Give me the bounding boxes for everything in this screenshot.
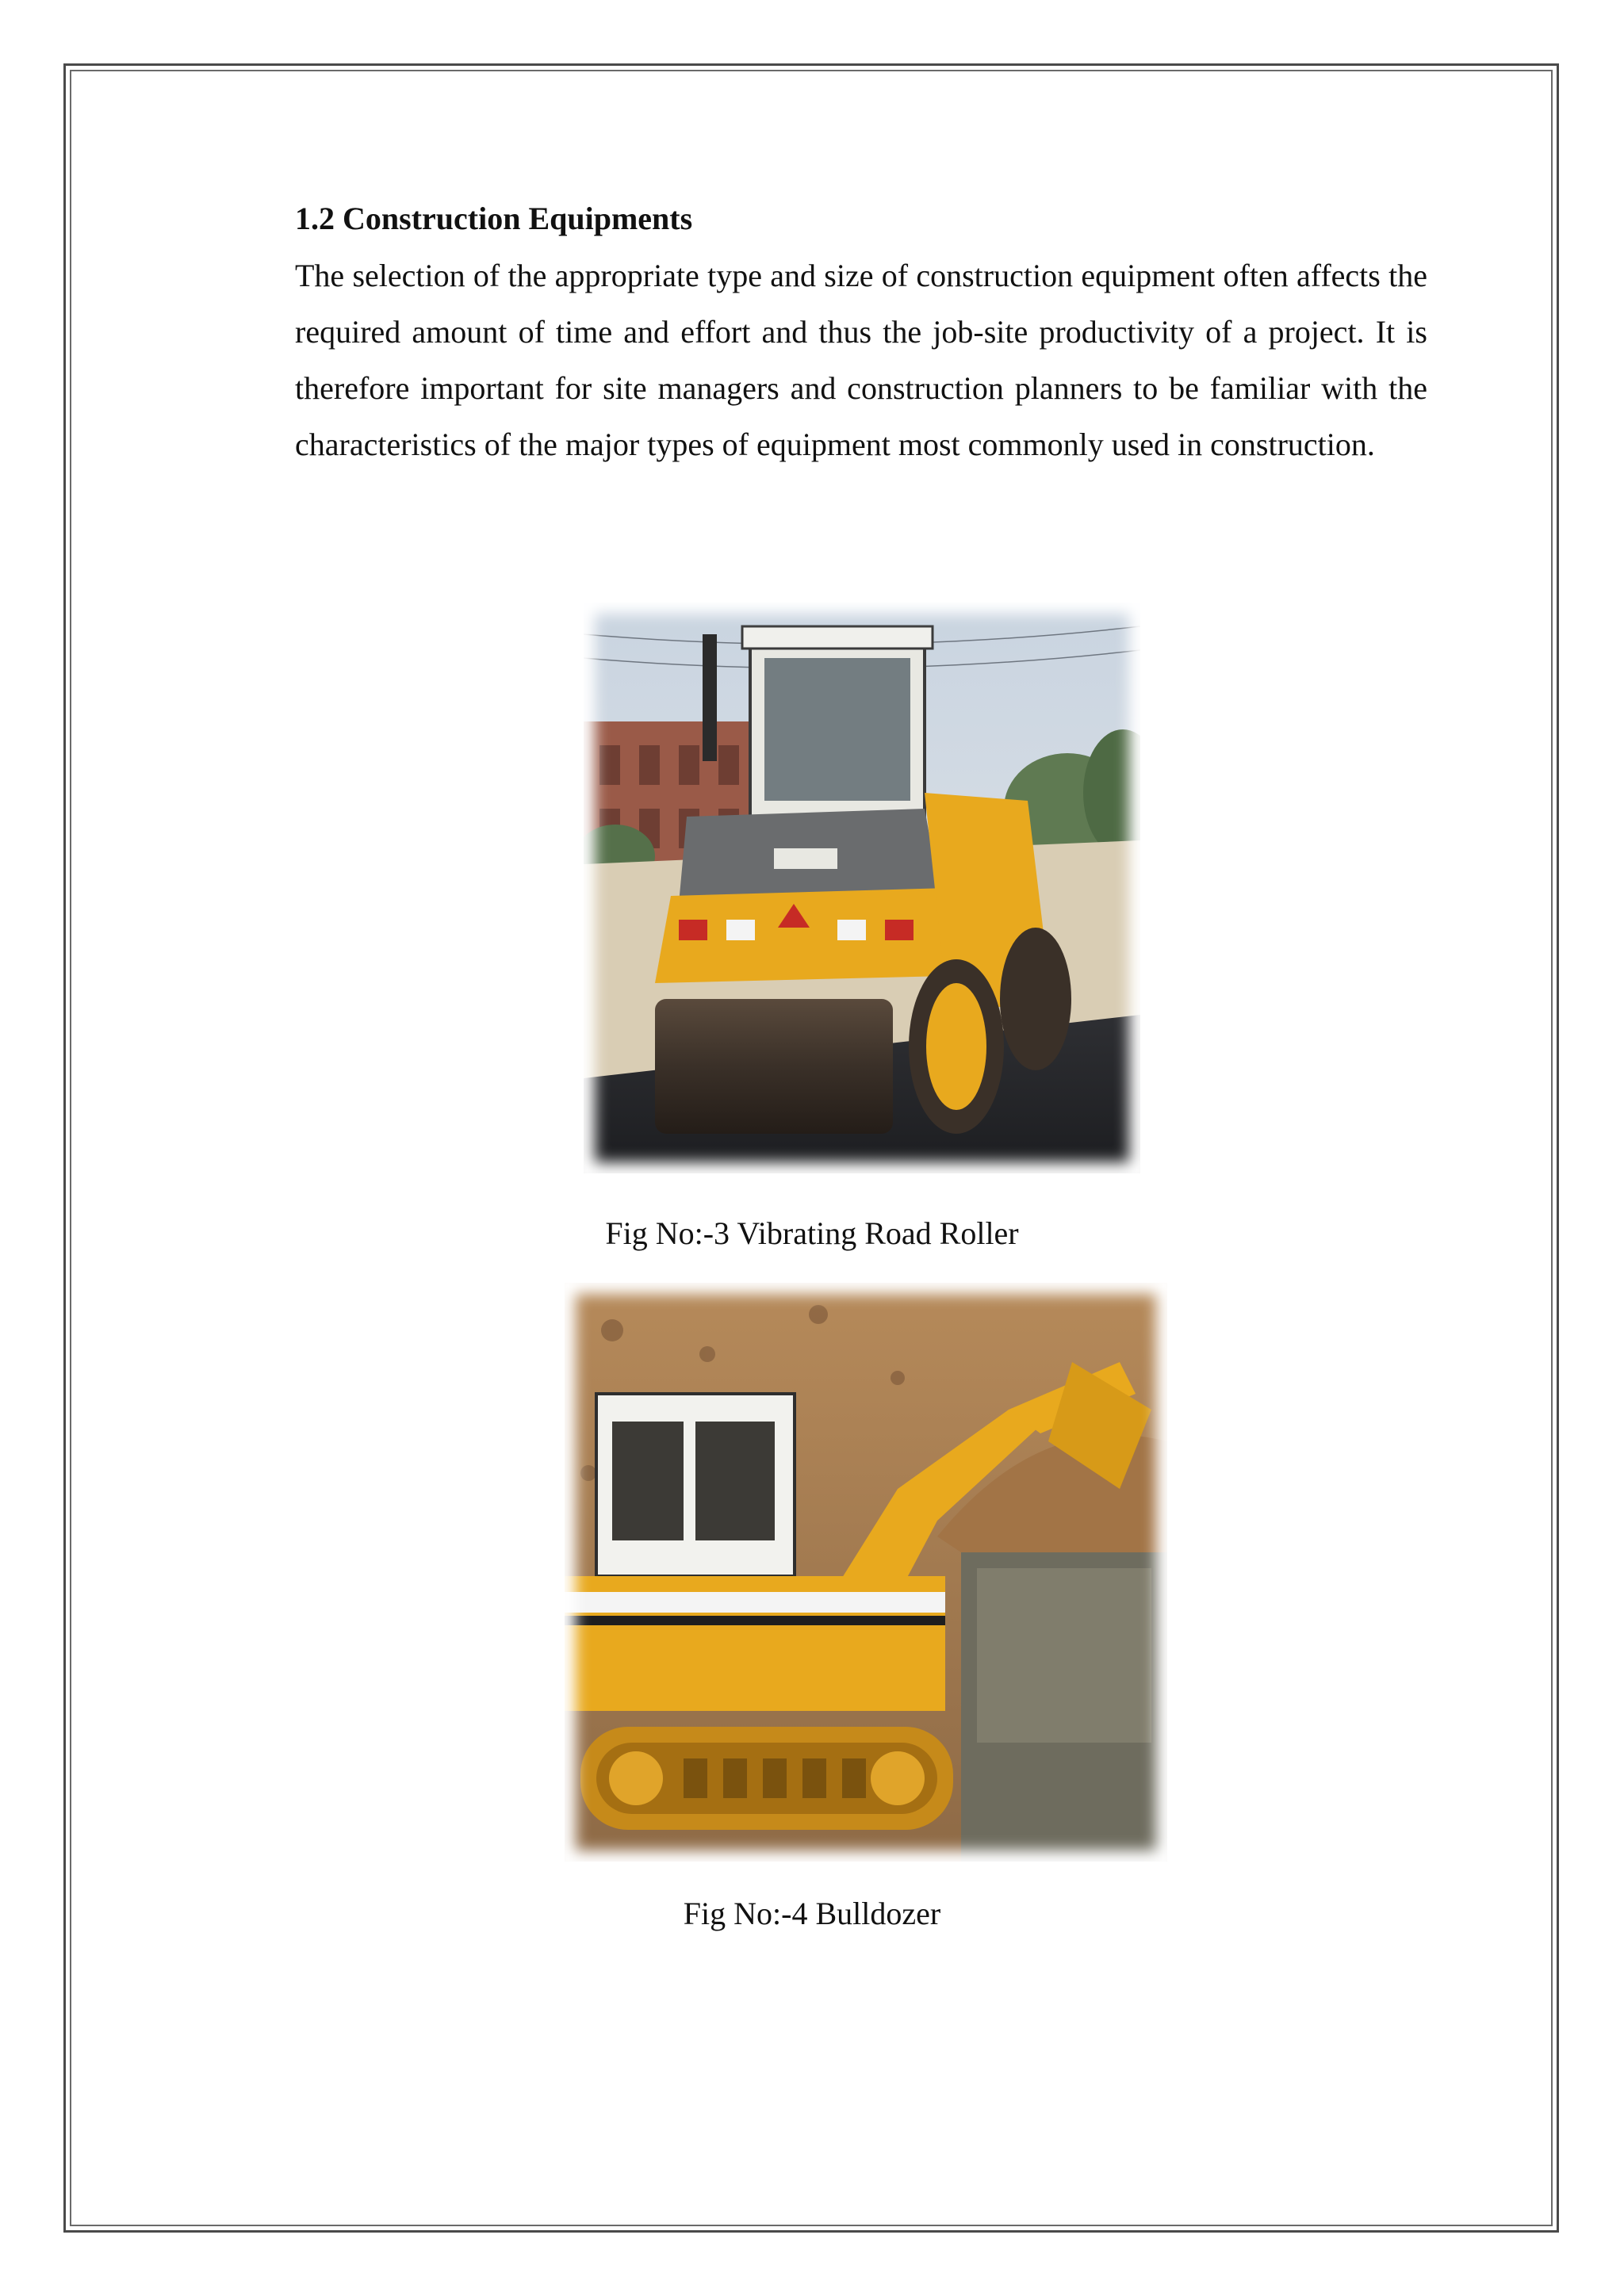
bulldozer-image [565, 1283, 1167, 1862]
bulldozer-illustration [565, 1283, 1167, 1862]
section-paragraph: The selection of the appropriate type and size of construction equipment often affects the required amount of time and effort and thus the job-site productivity of a project. It is therefore important for site managers and construction planners to be familiar with the characteristics of the major types of equipment most commonly used in construction. [295, 258, 1427, 462]
section-heading: 1.2 Construction Equipments [295, 201, 693, 236]
figure-4-caption: Fig No:-4 Bulldozer [683, 1896, 941, 1931]
road-roller-illustration [584, 603, 1140, 1173]
section-content [295, 190, 1427, 473]
road-roller-image [584, 603, 1140, 1173]
figure-3-caption: Fig No:-3 Vibrating Road Roller [605, 1215, 1019, 1251]
